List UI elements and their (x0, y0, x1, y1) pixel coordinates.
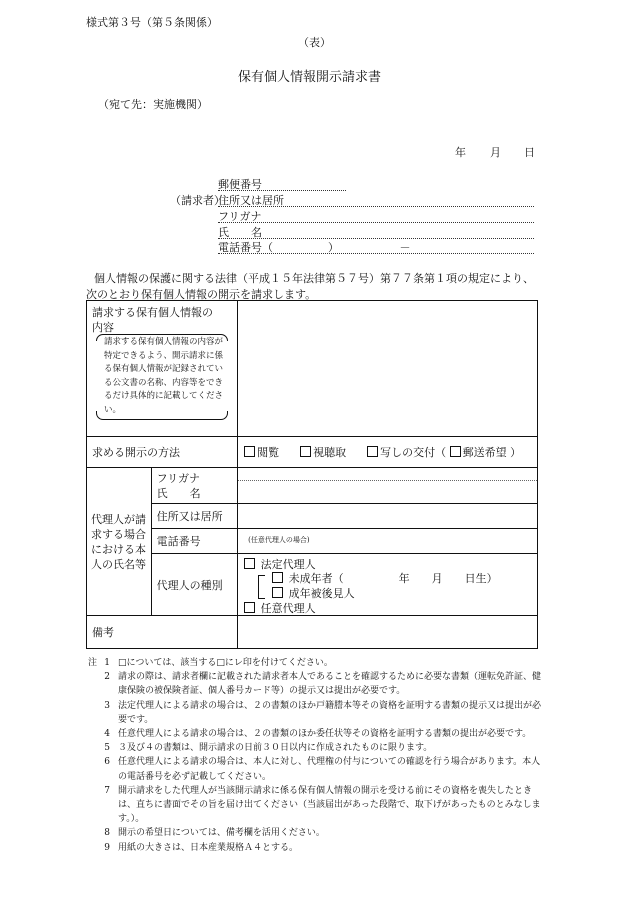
form-number-label: 様式第３号（第５条関係） (86, 16, 218, 29)
voluntary-agent-checkbox[interactable] (244, 600, 316, 616)
minor-checkbox[interactable] (272, 570, 498, 586)
info-label-cell (87, 301, 238, 437)
note-text: 法定代理人による請求の場合は、２の書類のほか戸籍謄本等その資格を証明する書類の提示又は提出が必要です。 (118, 700, 542, 725)
method-label-cell (87, 437, 238, 468)
remarks-label-cell (87, 616, 238, 649)
agent-type-label-cell (151, 554, 238, 616)
note-text: 任意代理人による請求の場合は、本人に対し、代理権の付与についての確認を行う場合があります。本人の電話番号を必ず記載してください。 (118, 757, 541, 782)
notes-section (88, 656, 548, 855)
intro-line-2: 次のとおり保有個人情報の開示を請求します。 (86, 288, 317, 301)
note-item (88, 755, 548, 783)
note-item (88, 784, 548, 827)
note-item (88, 656, 548, 670)
agent-name-label-cell (151, 468, 238, 504)
furigana-field[interactable] (218, 222, 534, 223)
agent-name-label: 氏 名 (156, 487, 201, 500)
legal-agent-label: 法定代理人 (260, 558, 316, 571)
method-close-paren: ） (510, 446, 522, 459)
address-field[interactable] (218, 206, 534, 207)
note-text: 用紙の大きさは、日本産業規格Ａ４とする。 (118, 842, 299, 853)
info-label-2: 内容 (92, 321, 114, 334)
adult-ward-label: 成年被後見人 (288, 587, 355, 600)
voluntary-agent-label: 任意代理人 (260, 602, 316, 615)
note-item (88, 727, 548, 741)
copy-label: 写しの交付（ (380, 446, 447, 459)
remarks-field[interactable] (238, 616, 538, 649)
side-label: （表） (298, 36, 331, 49)
note-number: 9 (104, 842, 110, 853)
name-label: 氏 名 (218, 226, 262, 239)
request-table (86, 300, 538, 649)
agent-phone-label-cell (151, 529, 238, 554)
postal-field[interactable] (218, 190, 346, 191)
note-number: 4 (104, 729, 110, 740)
page-title: 保有個人情報開示請求書 (238, 70, 382, 85)
requester-label: （請求者） (170, 194, 225, 207)
agent-name-field[interactable] (238, 468, 538, 504)
view-checkbox[interactable] (244, 446, 279, 459)
info-hint: 請求する保有個人情報の内容が特定できるよう、開示請求に係る保有個人情報が記録されている公文書の名称、内容等をできるだけ具体的に記載してください。 (104, 337, 224, 415)
note-number: 1 (104, 658, 110, 668)
agent-type-options (238, 554, 538, 616)
note-text: 開示の希望日については、備考欄を活用ください。 (118, 828, 325, 839)
agent-phone-label: 電話番号 (156, 535, 201, 548)
note-item (88, 841, 548, 855)
notes-head: 注 (88, 658, 98, 668)
phone-field[interactable] (218, 253, 534, 254)
note-number: 5 (104, 743, 110, 754)
phone-label: 電話番号（ ） － (218, 241, 411, 254)
date-year[interactable]: 年 (455, 146, 466, 159)
note-text: 任意代理人による請求の場合は、２の書類のほか委任状等その資格を証明する書類の提出が必要です。 (118, 729, 532, 740)
note-number: 3 (104, 700, 110, 711)
listen-label: 視聴取 (313, 446, 347, 459)
agent-label: 代理人が請求する場合における本人の氏名等 (91, 512, 146, 571)
minor-label: 未成年者（ 年 月 日生） (288, 572, 498, 585)
note-item (88, 670, 548, 698)
info-content-field[interactable] (238, 301, 538, 437)
agent-phone-field[interactable] (238, 529, 538, 554)
remarks-label: 備考 (92, 626, 114, 639)
note-number: 2 (104, 672, 110, 683)
agent-address-label: 住所又は居所 (156, 510, 223, 523)
note-number: 6 (104, 757, 110, 768)
view-label: 閲覧 (257, 446, 280, 459)
listen-checkbox[interactable] (300, 446, 346, 459)
mail-checkbox[interactable] (450, 446, 507, 459)
addressee: （宛て先：実施機関） (98, 98, 208, 111)
address-label: 住所又は居所 (218, 194, 284, 207)
note-item (88, 699, 548, 727)
copy-checkbox[interactable] (367, 446, 446, 459)
note-item (88, 741, 548, 755)
note-text: 請求の際は、請求者欄に記載された請求者本人であることを確認するために必要な書類（運転免許証、健康保険の被保険者証、個人番号カード等）の提示又は提出が必要です。 (118, 672, 542, 697)
method-label: 求める開示の方法 (92, 446, 180, 459)
agent-address-field[interactable] (238, 504, 538, 529)
postal-label: 郵便番号 (218, 178, 262, 191)
intro-line-1: 個人情報の保護に関する法律（平成１５年法律第５７号）第７７条第１項の規定により、 (94, 272, 534, 285)
agent-address-label-cell (151, 504, 238, 529)
note-item (88, 826, 548, 840)
agent-furigana-label: フリガナ (156, 472, 201, 485)
note-text: 開示請求をした代理人が当該開示請求に係る保有個人情報の開示を受ける前にその資格を喪失したときは、直ちに書面でその旨を届け出てください（当該届出があった段階で、取下げがあったものとみなします。）。 (118, 785, 541, 825)
info-label-1: 請求する保有個人情報の (92, 306, 213, 319)
legal-subtype-bracket (258, 575, 265, 599)
agent-phone-note: (任意代理人の場合) (248, 536, 310, 544)
date-month[interactable]: 月 (490, 146, 501, 159)
furigana-label: フリガナ (218, 210, 262, 223)
mail-label: 郵送希望 (462, 446, 507, 459)
adult-ward-checkbox[interactable] (272, 585, 355, 601)
note-text: □については、該当する□にレ印を付けてください。 (118, 658, 333, 668)
note-number: 8 (104, 828, 110, 839)
note-number: 7 (104, 785, 110, 796)
date-day[interactable]: 日 (524, 146, 535, 159)
agent-name-divider (238, 480, 537, 481)
agent-label-cell (87, 468, 152, 616)
method-options (238, 437, 538, 468)
agent-type-label: 代理人の種別 (156, 578, 223, 592)
note-text: ３及び４の書類は、開示請求の日前３０日以内に作成されたものに限ります。 (118, 743, 433, 754)
